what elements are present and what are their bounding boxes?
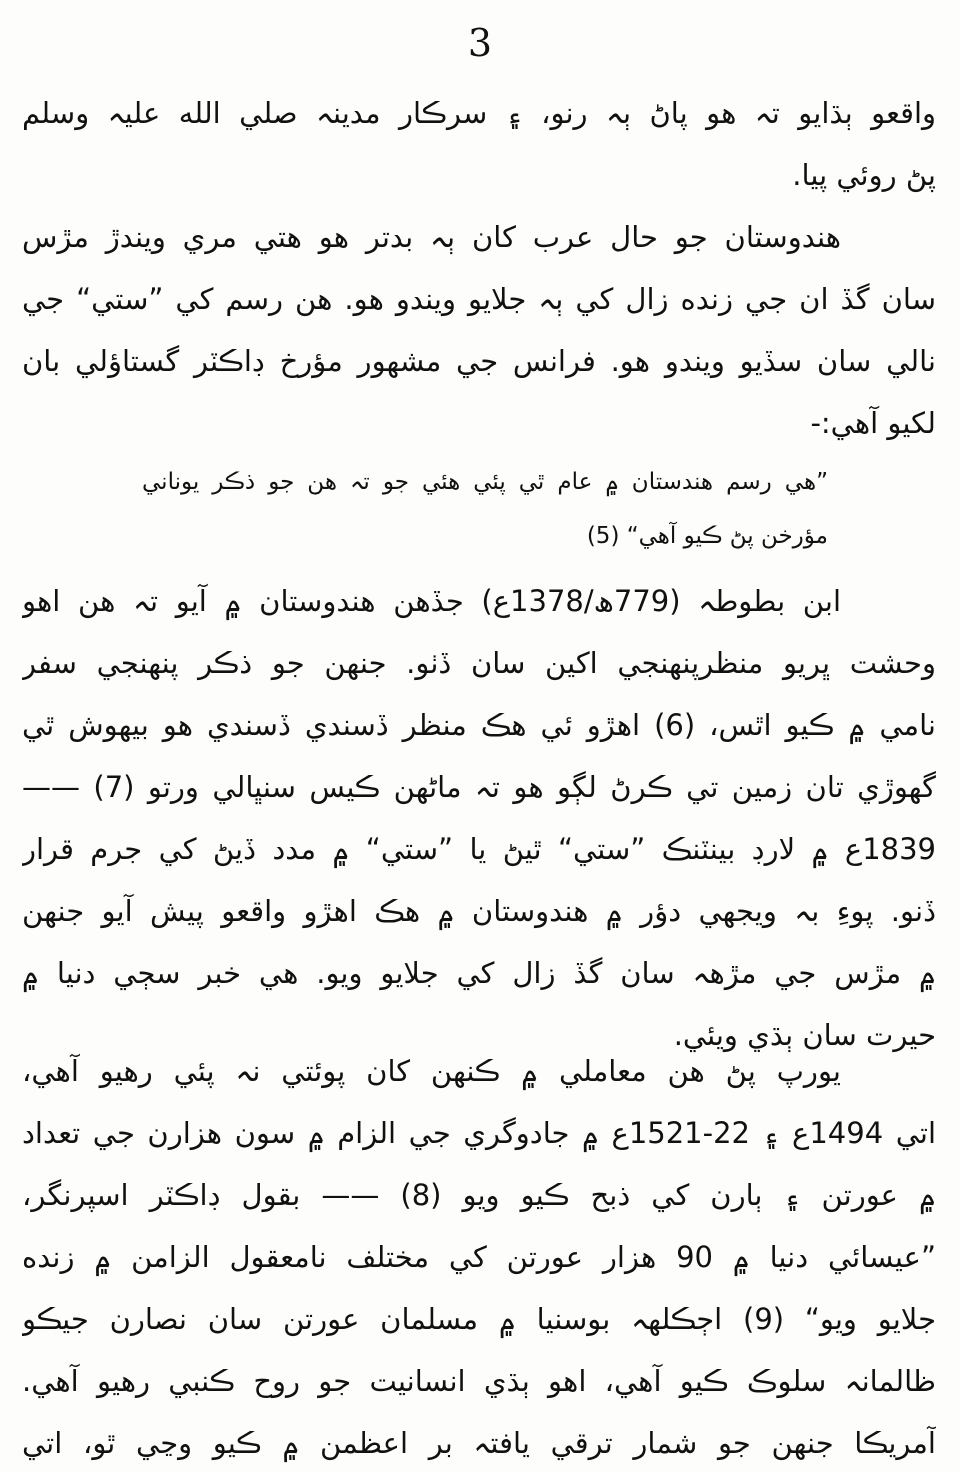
paragraph-line: پڻ روئي پيا. — [792, 158, 936, 192]
paragraph-line: ”عيسائي دنيا ۾ 90 هزار عورتن کي مختلف نامعقول الزامن ۾ زنده — [22, 1240, 936, 1274]
paragraph-line: حيرت سان ٻڌي ويئي. — [673, 1018, 936, 1052]
paragraph-line: لکيو آهي:- — [810, 406, 936, 440]
paragraph-line: ۾ مڙس جي مڙهہ سان گڏ زال کي جلايو ويو. هي خبر سڄي دنيا ۾ — [22, 956, 936, 990]
paragraph-line: اتي 1494ع ۽ 22-1521ع ۾ جادوگري جي الزام ۾ سون هزارن جي تعداد — [22, 1116, 936, 1150]
paragraph-1 — [22, 82, 936, 206]
paragraph-line: واقعو ٻڌايو تہ هو پاڻ ٻہ رنو، ۽ سرڪار مدينہ صلي الله عليہ وسلم — [22, 96, 936, 130]
paragraph-3 — [22, 570, 936, 1066]
quote-line: مؤرخن پڻ ڪيو آهي“ (5) — [586, 523, 828, 549]
block-quote — [22, 455, 936, 563]
paragraph-line: يورپ پڻ هن معاملي ۾ ڪنهن کان پوئتي نہ پئي رهيو آهي، — [22, 1054, 841, 1088]
paragraph-4 — [22, 1040, 936, 1474]
paragraph-line: نامي ۾ ڪيو اٿس، (6) اهڙو ئي هڪ منظر ڏسندي ڏسندي هو بيهوش ٿي — [22, 708, 936, 742]
paragraph-2 — [22, 206, 936, 454]
paragraph-line: ڏنو. پوءِ بہ ويجهي دؤر ۾ هندوستان ۾ هڪ اهڙو واقعو پيش آيو جنهن — [22, 894, 936, 928]
quote-line: ”هي رسم هندستان ۾ عام ٿي پئي هئي جو تہ هن جو ذڪر يوناني — [142, 469, 828, 495]
paragraph-line: 1839ع ۾ لارڊ بينٽنڪ ”ستي“ ٿيڻ يا ”ستي“ ۾ مدد ڏيڻ کي جرم قرار — [22, 832, 936, 866]
paragraph-line: آمريڪا جنهن جو شمار ترقي يافتہ بر اعظمن ۾ ڪيو وڃي ٿو، اتي — [22, 1426, 936, 1460]
paragraph-line: ۾ عورتن ۽ ٻارن کي ذبح ڪيو ويو (8) —— بقول ڊاڪٽر اسپرنگر، — [22, 1178, 936, 1212]
paragraph-line: گهوڙي تان زمين تي ڪرڻ لڳو هو تہ ماڻهن ڪيس سنڀالي ورتو (7) —— — [22, 770, 936, 804]
paragraph-line: جلايو ويو“ (9) اڄڪلهہ بوسنيا ۾ مسلمان عورتن سان نصارن جيڪو — [22, 1302, 936, 1336]
paragraph-line: هندوستان جو حال عرب کان ٻہ بدتر هو هتي مري ويندڙ مڙس — [22, 220, 841, 254]
paragraph-line: سان گڏ ان جي زنده زال کي ٻہ جلايو ويندو هو. هن رسم کي ”ستي“ جي — [22, 282, 936, 316]
paragraph-line: نالي سان سڏيو ويندو هو. فرانس جي مشهور مؤرخ ڊاڪٽر گستاؤلي بان — [22, 344, 936, 378]
paragraph-line: ظالمانہ سلوڪ ڪيو آهي، اهو ٻڌي انسانيت جو روح ڪنبي رهيو آهي. — [22, 1364, 936, 1398]
paragraph-line: ابن بطوطہ (779ھ/1378ع) جڏهن هندوستان ۾ آيو تہ هن اهو — [22, 584, 841, 618]
paragraph-line: وحشت ڀريو منظرپنهنجي اکين سان ڏٺو. جنهن جو ذڪر پنهنجي سفر — [22, 646, 936, 680]
page-number: 3 — [467, 21, 493, 65]
